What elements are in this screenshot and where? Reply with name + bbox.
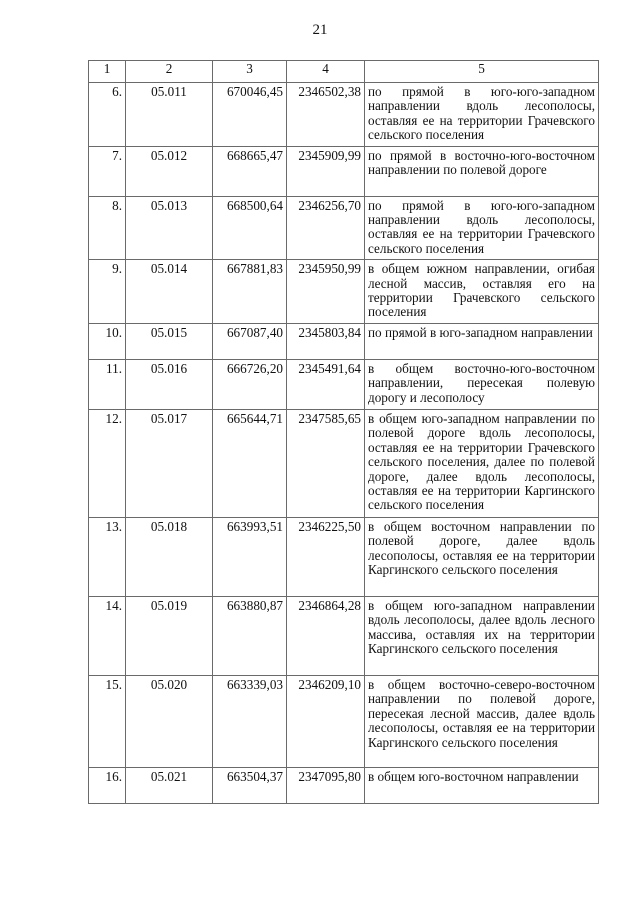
row-number: 15. <box>89 675 126 767</box>
table-row <box>89 409 599 517</box>
coordinate-x: 663993,51 <box>213 517 287 596</box>
boundary-description: по прямой в юго-юго-западном направлении вдоль лесополосы, оставляя ее на территории Грачевского сельского поселения <box>365 83 599 147</box>
coordinate-x: 663339,03 <box>213 675 287 767</box>
point-code: 05.018 <box>126 517 213 596</box>
boundary-description: в общем юго-западном направлении по полевой дороге вдоль лесополосы, оставляя ее на территории Грачевского сельского поселения, далее по полевой дороге, далее вдоль лесополосы, оставляя ее на территории Каргинского сельского поселения <box>365 409 599 517</box>
coordinate-x: 665644,71 <box>213 409 287 517</box>
row-number: 11. <box>89 359 126 409</box>
page-number: 21 <box>312 22 328 38</box>
table-row <box>89 146 599 196</box>
coordinate-y: 2345803,84 <box>287 323 365 359</box>
coordinate-x: 668665,47 <box>213 146 287 196</box>
point-code: 05.020 <box>126 675 213 767</box>
coordinate-y: 2346225,50 <box>287 517 365 596</box>
coordinate-y: 2346502,38 <box>287 83 365 147</box>
row-number: 14. <box>89 596 126 675</box>
table-row <box>89 359 599 409</box>
boundary-description: в общем восточном направлении по полевой дороге, далее вдоль лесополосы, оставляя ее на территории Каргинского сельского поселения <box>365 517 599 596</box>
column-header: 2 <box>126 61 213 83</box>
coordinate-x: 663504,37 <box>213 767 287 803</box>
coordinate-y: 2346209,10 <box>287 675 365 767</box>
coordinate-x: 667087,40 <box>213 323 287 359</box>
point-code: 05.017 <box>126 409 213 517</box>
row-number: 9. <box>89 260 126 324</box>
row-number: 10. <box>89 323 126 359</box>
table-row <box>89 260 599 324</box>
column-header: 5 <box>365 61 599 83</box>
table-row <box>89 767 599 803</box>
coordinate-y: 2347095,80 <box>287 767 365 803</box>
table-row <box>89 517 599 596</box>
row-number: 6. <box>89 83 126 147</box>
coordinate-y: 2346256,70 <box>287 196 365 260</box>
coordinate-x: 667881,83 <box>213 260 287 324</box>
boundary-description: в общем восточно-юго-восточном направлении, пересекая полевую дорогу и лесополосу <box>365 359 599 409</box>
column-header: 4 <box>287 61 365 83</box>
row-number: 7. <box>89 146 126 196</box>
boundary-points-table <box>88 60 599 804</box>
boundary-description: по прямой в юго-юго-западном направлении вдоль лесополосы, оставляя ее на территории Грачевского сельского поселения <box>365 196 599 260</box>
column-header: 3 <box>213 61 287 83</box>
boundary-description: по прямой в юго-западном направлении <box>365 323 599 359</box>
table-row <box>89 196 599 260</box>
point-code: 05.014 <box>126 260 213 324</box>
boundary-description: в общем восточно-северо-восточном направлении по полевой дороге, пересекая лесной массив, далее вдоль лесополосы, оставляя ее на территории Каргинского сельского поселения <box>365 675 599 767</box>
point-code: 05.015 <box>126 323 213 359</box>
point-code: 05.013 <box>126 196 213 260</box>
point-code: 05.021 <box>126 767 213 803</box>
boundary-description: в общем южном направлении, огибая лесной массив, оставляя его на территории Грачевского сельского поселения <box>365 260 599 324</box>
coordinate-x: 670046,45 <box>213 83 287 147</box>
coordinate-y: 2347585,65 <box>287 409 365 517</box>
point-code: 05.016 <box>126 359 213 409</box>
row-number: 8. <box>89 196 126 260</box>
boundary-description: в общем юго-западном направлении вдоль лесополосы, далее вдоль лесного массива, оставляя их на территории Каргинского сельского поселения <box>365 596 599 675</box>
table-row <box>89 596 599 675</box>
coordinate-y: 2346864,28 <box>287 596 365 675</box>
boundary-description: по прямой в восточно-юго-восточном направлении по полевой дороге <box>365 146 599 196</box>
point-code: 05.011 <box>126 83 213 147</box>
coordinate-x: 666726,20 <box>213 359 287 409</box>
table-row <box>89 675 599 767</box>
row-number: 12. <box>89 409 126 517</box>
point-code: 05.012 <box>126 146 213 196</box>
coordinate-y: 2345950,99 <box>287 260 365 324</box>
boundary-description: в общем юго-восточном направлении <box>365 767 599 803</box>
table-row <box>89 323 599 359</box>
coordinate-y: 2345491,64 <box>287 359 365 409</box>
coordinate-x: 663880,87 <box>213 596 287 675</box>
table-header-row <box>89 61 599 83</box>
column-header: 1 <box>89 61 126 83</box>
row-number: 16. <box>89 767 126 803</box>
point-code: 05.019 <box>126 596 213 675</box>
coordinate-x: 668500,64 <box>213 196 287 260</box>
row-number: 13. <box>89 517 126 596</box>
coordinate-y: 2345909,99 <box>287 146 365 196</box>
table-row <box>89 83 599 147</box>
